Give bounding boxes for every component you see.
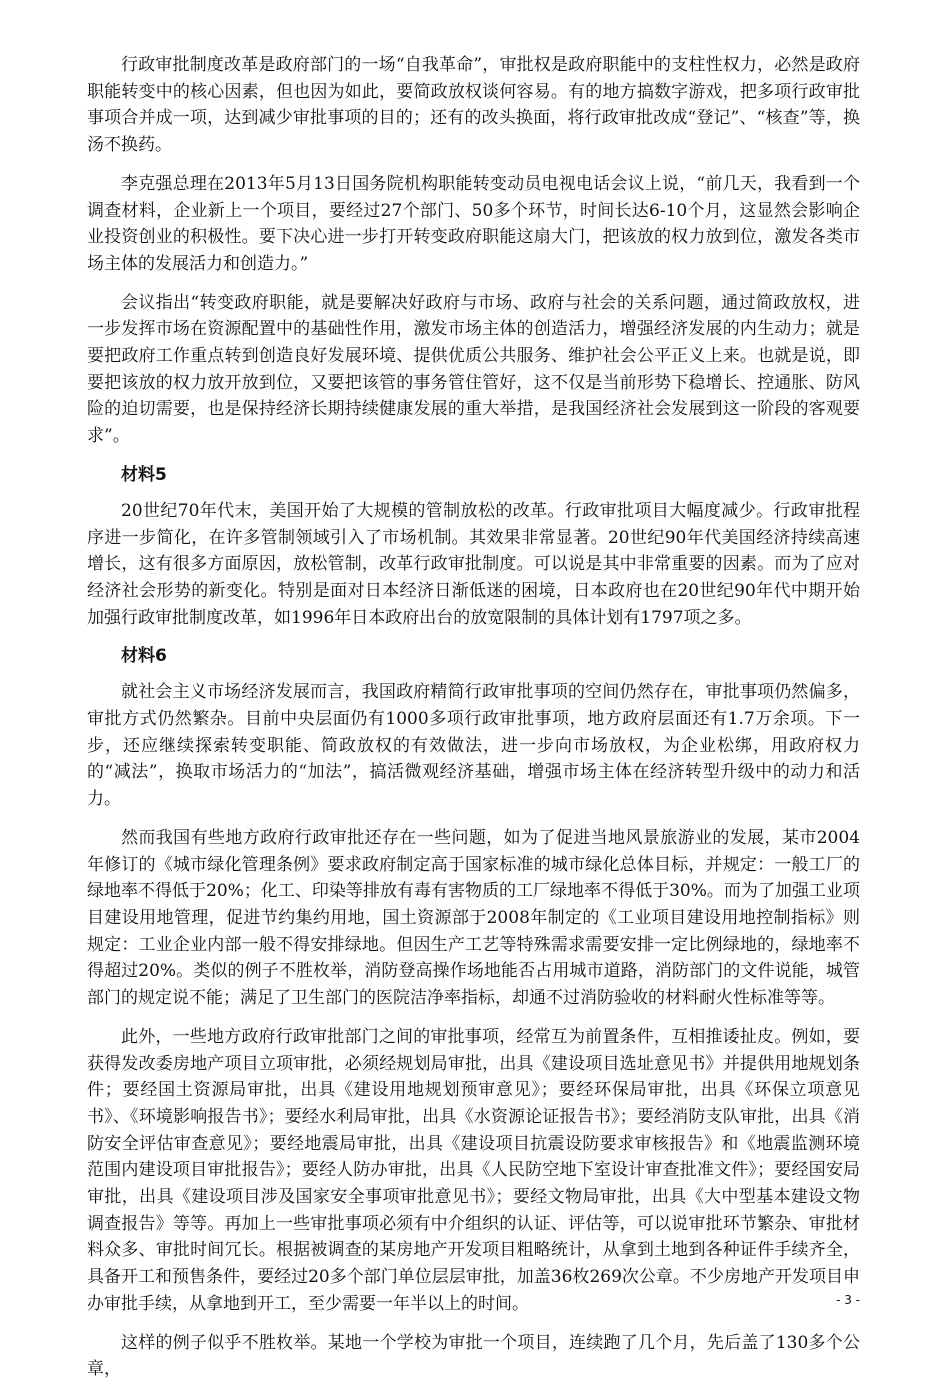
paragraph-prerequisite-conditions: 此外，一些地方政府行政审批部门之间的审批事项，经常互为前置条件，互相推诿扯皮。例如，要获得发改委房地产项目立项审批，必须经规划局审批，出具《建设项目选址意见书》并提供用地规划条件；要经国土资源局审批，出具《建设用地规划预审意见》；要经环保局审批，出具《环保立项意见书》、《环境影响报告书》；要经水利局审批，出具《水资源论证报告书》；要经消防支队审批，出具《消防安全评估审查意见》；要经地震局审批，出具《建设项目抗震设防要求审核报告》和《地震监测环境范围内建设项目审批报告》；要经人防办审批，出具《人民防空地下室设计审查批准文件》；要经国安局审批，出具《建设项目涉及国家安全事项审批意见书》；要经文物局审批，出具《大中型基本建设文物调查报告》等等。再加上一些审批事项必须有中介组织的认证、评估等，可以说审批环节繁杂、审批材料众多、审批时间冗长。根据被调查的某房地产开发项目粗略统计，从拿到土地到各种证件手续齐全，具备开工和预售条件，要经过20多个部门单位层层审批，加盖36枚269次公章。不少房地产开发项目申办审批手续，从拿地到开工，至少需要一年半以上的时间。: [87, 1026, 860, 1314]
paragraph-us-deregulation: 20世纪70年代末，美国开始了大规模的管制放松的改革。行政审批项目大幅度减少。行政审批程序进一步简化，在许多管制领域引入了市场机制。其效果非常显著。20世纪90年代美国经济持续高速增长，这有很多方面原因，放松管制，改革行政审批制度。可以说是其中非常重要的因素。而为了应对经济社会形势的新变化。特别是面对日本经济日渐低迷的困境，日本政府也在20世纪90年代中期开始加强行政审批制度改革，如1996年日本政府出台的放宽限制的具体计划有1797项之多。: [87, 500, 860, 628]
paragraph-meeting-points: 会议指出“转变政府职能，就是要解决好政府与市场、政府与社会的关系问题，通过简政放权，进一步发挥市场在资源配置中的基础性作用，激发市场主体的创造活力，增强经济发展的内生动力；就是要把政府工作重点转到创造良好发展环境、提供优质公共服务、维护社会公平正义上来。也就是说，即要把该放的权力放开放到位，又要把该管的事务管住管好，这不仅是当前形势下稳增长、控通胀、防风险的迫切需要，也是保持经济长期持续健康发展的重大举措，是我国经济社会发展到这一阶段的客观要求”。: [87, 292, 860, 447]
paragraph-school-example: 这样的例子似乎不胜枚举。某地一个学校为审批一个项目，连续跑了几个月，先后盖了130多个公章，: [87, 1332, 860, 1380]
paragraph-approval-space: 就社会主义市场经济发展而言，我国政府精简行政审批事项的空间仍然存在，审批事项仍然偏多，审批方式仍然繁杂。目前中央层面仍有1000多项行政审批事项，地方政府层面还有1.7万余项。下一步，还应继续探索转变职能、简政放权的有效做法，进一步向市场放权，为企业松绑，用政府权力的“减法”，换取市场活力的“加法”，搞活微观经济基础，增强市场主体在经济转型升级中的动力和活力。: [87, 682, 860, 810]
page-number: - 3 -: [836, 1293, 860, 1307]
paragraph-premier-speech: 李克强总理在2013年5月13日国务院机构职能转变动员电视电话会议上说，“前几天，我看到一个调查材料，企业新上一个项目，要经过27个部门、50多个环节，时间长达6-10个月，这显然会影响企业投资创业的积极性。要下决心进一步打开转变政府职能这扇大门，把该放的权力放到位，激发各类市场主体的发展活力和创造力。”: [87, 173, 860, 274]
heading-material-5: 材料5: [121, 464, 167, 485]
paragraph-local-problems: 然而我国有些地方政府行政审批还存在一些问题，如为了促进当地风景旅游业的发展，某市2004年修订的《城市绿化管理条例》要求政府制定高于国家标准的城市绿化总体目标，并规定：一般工厂的绿地率不得低于20%；化工、印染等排放有毒有害物质的工厂绿地率不得低于30%。而为了加强工业项目建设用地管理，促进节约集约用地，国土资源部于2008年制定的《工业项目建设用地控制指标》则规定：工业企业内部一般不得安排绿地。但因生产工艺等特殊需求需要安排一定比例绿地的，绿地率不得超过20%。类似的例子不胜枚举，消防登高操作场地能否占用城市道路，消防部门的文件说能，城管部门的规定说不能；满足了卫生部门的医院洁净率指标，却通不过消防验收的材料耐火性标准等等。: [87, 827, 860, 1009]
heading-material-6: 材料6: [121, 646, 167, 667]
paragraph-admin-approval-reform: 行政审批制度改革是政府部门的一场“自我革命”，审批权是政府职能中的支柱性权力，必然是政府职能转变中的核心因素，但也因为如此，要简政放权谈何容易。有的地方搞数字游戏，把多项行政审批事项合并成一项，达到减少审批事项的目的；还有的改头换面，将行政审批改成“登记”、“核查”等，换汤不换药。: [87, 55, 860, 156]
